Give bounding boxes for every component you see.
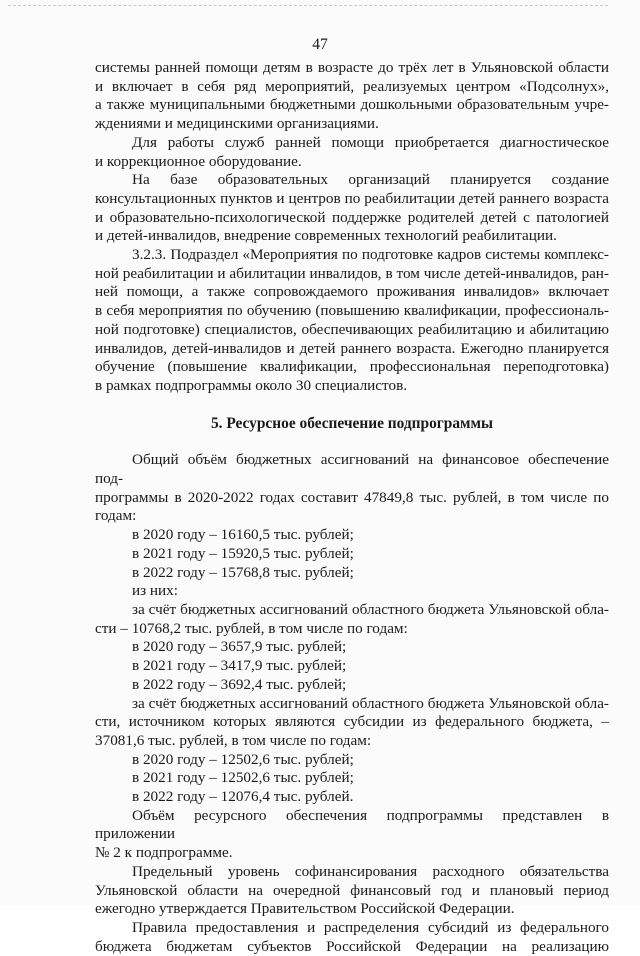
paragraph-appendix-reference bbox=[95, 807, 609, 863]
list-item: в 2021 году – 3417,9 тыс. рублей; bbox=[132, 657, 347, 675]
text-line: сти, источником которых являются субсидии из федерального бюджета, – bbox=[95, 713, 609, 731]
text-line: обучение (повышение квалификации, профессиональная переподготовка) bbox=[95, 358, 609, 376]
text-line: бюджета бюджетам субъектов Российской Федерации на реализацию bbox=[95, 937, 609, 955]
text-line: 3.2.3. Подраздел «Мероприятия по подготовке кадров системы комплекс- bbox=[132, 246, 609, 264]
text-line: ждениями и медицинскими организациями. bbox=[95, 115, 379, 133]
text-line: программы в 2020-2022 годах составит 47849,8 тыс. рублей, в том числе по годам: bbox=[95, 488, 609, 525]
text-line: консультационных пунктов и центров по реабилитации детей раннего возраста bbox=[95, 189, 609, 207]
text-line: в себя мероприятия по обучению (повышению квалификации, профессиональ- bbox=[95, 302, 609, 320]
paragraph-subsection-3-2-3 bbox=[95, 246, 609, 396]
text-line: ней помощи, а также сопровождаемого проживания инвалидов» включает bbox=[95, 283, 609, 301]
text-line: и образовательно-психологической поддержке родителей детей с патологией bbox=[95, 208, 609, 226]
list-item: в 2022 году – 15768,8 тыс. рублей; bbox=[132, 563, 354, 581]
list-item: в 2021 году – 15920,5 тыс. рублей; bbox=[132, 544, 354, 562]
list-item: в 2021 году – 12502,6 тыс. рублей; bbox=[132, 769, 354, 787]
paragraph-total-budget bbox=[95, 451, 609, 526]
text-line: инвалидов, детей-инвалидов и детей раннего возраста. Ежегодно планируется bbox=[95, 339, 609, 357]
scan-edge-line bbox=[8, 5, 608, 6]
text-line: и коррекционное оборудование. bbox=[95, 152, 302, 170]
list-item: в 2022 году – 12076,4 тыс. рублей. bbox=[132, 788, 354, 806]
page-number: 47 bbox=[312, 36, 328, 53]
text-line: и детей-инвалидов, внедрение современных технологий реабилитации. bbox=[95, 227, 557, 245]
text-line: На базе образовательных организаций планируется создание bbox=[132, 171, 609, 189]
text-line: Общий объём бюджетных ассигнований на финансовое обеспечение под- bbox=[95, 451, 609, 488]
text-line: а также муниципальными бюджетными дошкольными образовательным учре- bbox=[95, 96, 609, 114]
list-item: в 2020 году – 16160,5 тыс. рублей; bbox=[132, 526, 354, 544]
text-line: ной подготовке) специалистов, обеспечивающих реабилитацию и абилитацию bbox=[95, 320, 609, 338]
text-line: системы ранней помощи детям в возрасте до трёх лет в Ульяновской области bbox=[95, 59, 609, 76]
text-line: за счёт бюджетных ассигнований областного бюджета Ульяновской обла- bbox=[132, 694, 609, 712]
federal-subsidy-block bbox=[95, 695, 609, 807]
text-line: № 2 к подпрограмме. bbox=[95, 844, 233, 862]
section-heading: 5. Ресурсное обеспечение подпрограммы bbox=[210, 414, 494, 432]
text-line: ежегодно утверждается Правительством Российской Федерации. bbox=[95, 900, 515, 918]
regional-budget-block bbox=[95, 601, 609, 695]
text-line: ной реабилитации и абилитации инвалидов, в том числе детей-инвалидов, ран- bbox=[95, 264, 609, 282]
text-line: Объём ресурсного обеспечения подпрограммы представлен в приложении bbox=[95, 806, 609, 843]
list-item: в 2020 году – 12502,6 тыс. рублей; bbox=[132, 750, 354, 768]
paragraph-equipment bbox=[95, 134, 609, 171]
text-line: Предельный уровень софинансирования расходного обязательства bbox=[132, 862, 609, 880]
text-line: сти – 10768,2 тыс. рублей, в том числе по годам: bbox=[95, 619, 408, 637]
text-line: Правила предоставления и распределения субсидий из федерального bbox=[132, 918, 609, 936]
text-line: и включает в себя ряд мероприятий, реализуемых центром «Подсолнух», bbox=[95, 77, 609, 95]
of-which-label: из них: bbox=[132, 582, 178, 600]
paragraph-subsidy-rules bbox=[95, 919, 609, 956]
paragraph-consultation-centers bbox=[95, 171, 609, 246]
text-line: в рамках подпрограммы около 30 специалистов. bbox=[95, 376, 408, 394]
total-by-year-list bbox=[95, 526, 609, 601]
text-line: 37081,6 тыс. рублей, в том числе по годам: bbox=[95, 731, 372, 749]
list-item: в 2022 году – 3692,4 тыс. рублей; bbox=[132, 675, 347, 693]
text-line: за счёт бюджетных ассигнований областного бюджета Ульяновской обла- bbox=[132, 600, 609, 618]
paragraph-cofinancing bbox=[95, 863, 609, 919]
text-line: Для работы служб ранней помощи приобретается диагностическое bbox=[132, 133, 609, 151]
page-body bbox=[95, 59, 609, 956]
text-line: Ульяновской области на очередной финансовый год и плановый период bbox=[95, 881, 609, 899]
paragraph-early-help-system bbox=[95, 59, 609, 134]
list-item: в 2020 году – 3657,9 тыс. рублей; bbox=[132, 638, 347, 656]
